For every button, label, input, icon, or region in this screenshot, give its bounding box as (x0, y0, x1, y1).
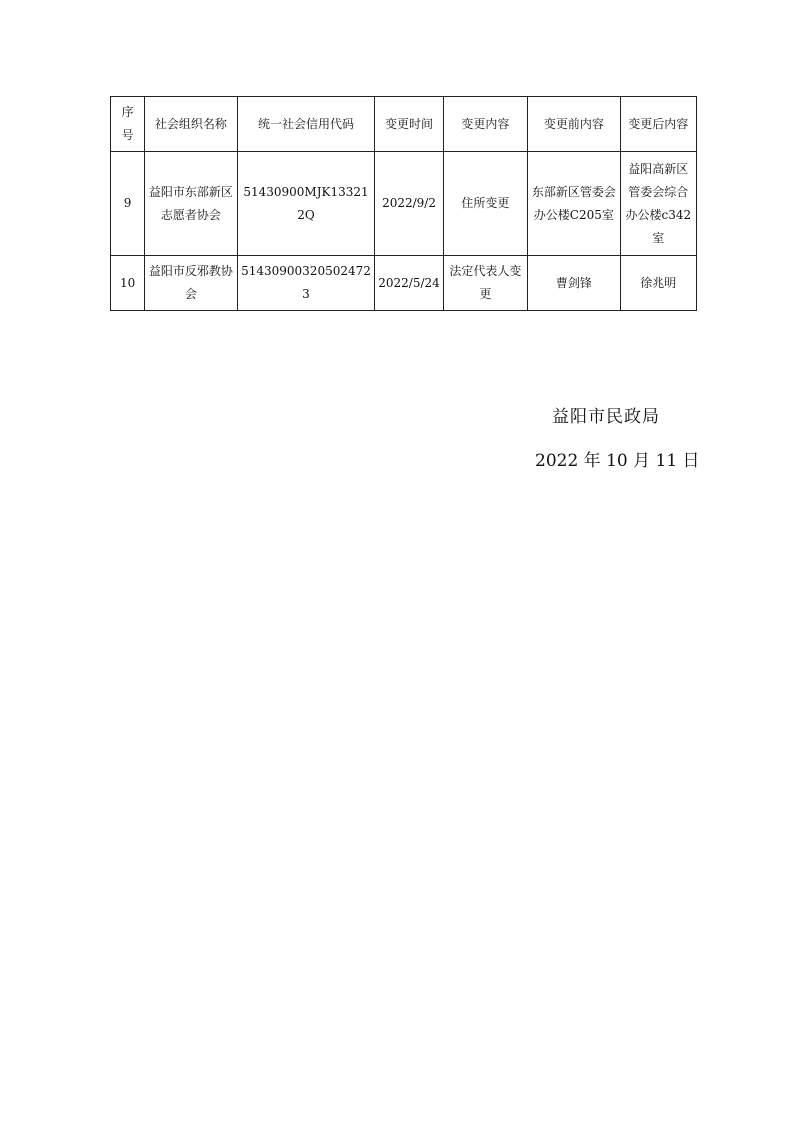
cell-after: 徐兆明 (620, 256, 696, 311)
header-after: 变更后内容 (620, 97, 696, 152)
header-org-name: 社会组织名称 (145, 97, 237, 152)
header-seq: 序号 (111, 97, 145, 152)
table-row (111, 152, 697, 256)
cell-after: 益阳高新区管委会综合办公楼c342室 (620, 152, 696, 256)
header-credit-code: 统一社会信用代码 (237, 97, 375, 152)
header-change-content: 变更内容 (443, 97, 527, 152)
signature-date: 2022 年 10 月 11 日 (535, 451, 700, 471)
cell-change-time: 2022/5/24 (375, 256, 443, 311)
cell-before: 东部新区管委会办公楼C205室 (528, 152, 620, 256)
cell-seq: 9 (111, 152, 145, 256)
cell-seq: 10 (111, 256, 145, 311)
header-change-time: 变更时间 (375, 97, 443, 152)
cell-change-content: 法定代表人变更 (443, 256, 527, 311)
cell-org-name: 益阳市反邪教协会 (145, 256, 237, 311)
cell-change-time: 2022/9/2 (375, 152, 443, 256)
cell-before: 曹剑锋 (528, 256, 620, 311)
signature-organization: 益阳市民政局 (552, 407, 660, 427)
cell-credit-code: 514309003205024723 (237, 256, 375, 311)
cell-credit-code: 51430900MJK133212Q (237, 152, 375, 256)
cell-change-content: 住所变更 (443, 152, 527, 256)
change-record-table (110, 96, 697, 311)
cell-org-name: 益阳市东部新区志愿者协会 (145, 152, 237, 256)
header-before: 变更前内容 (528, 97, 620, 152)
table-header-row (111, 97, 697, 152)
table-row (111, 256, 697, 311)
